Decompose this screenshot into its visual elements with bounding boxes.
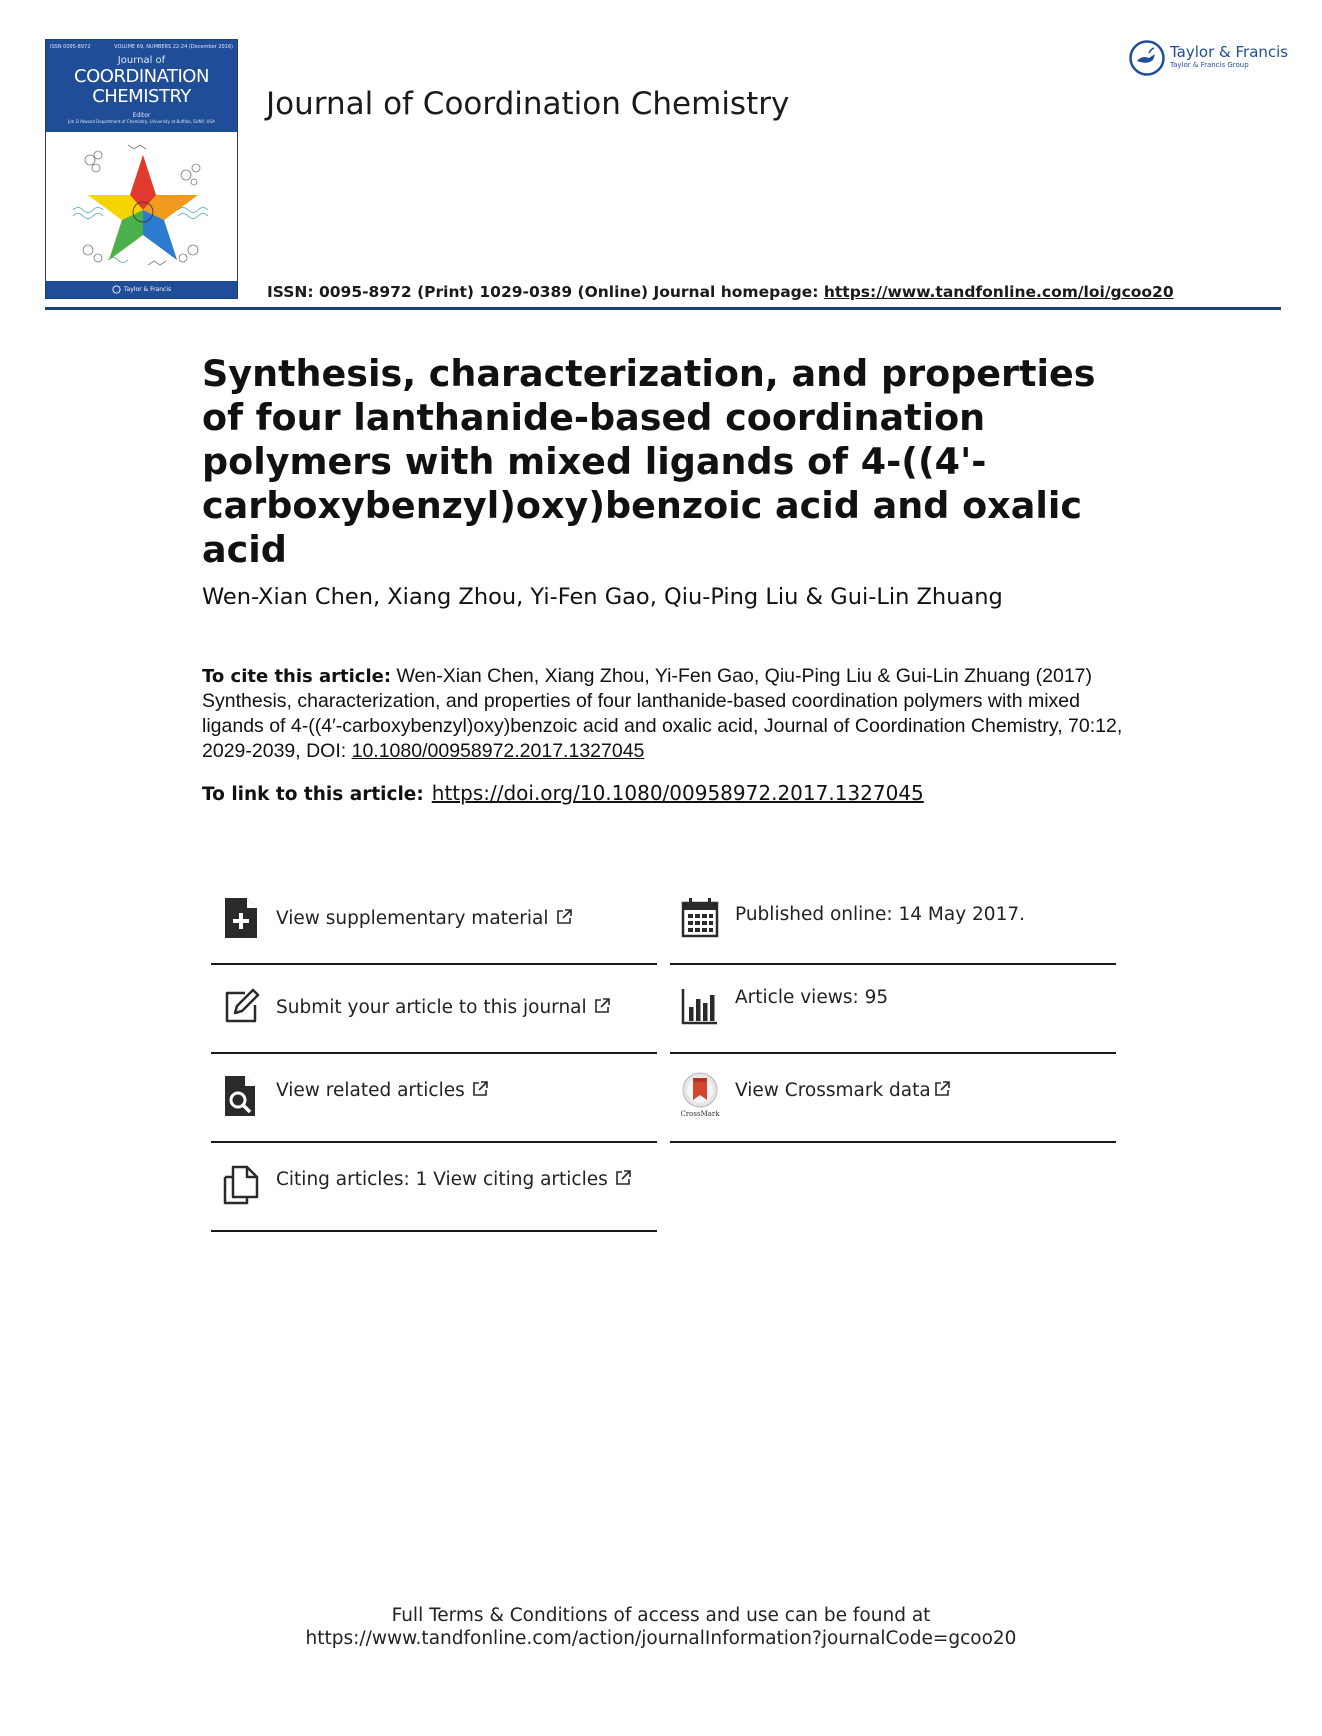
publisher-brand: Taylor & Francis xyxy=(1170,43,1289,61)
cell-divider xyxy=(670,1141,1116,1143)
submit-label: Submit your article to this journal xyxy=(276,997,587,1018)
taylor-francis-logo xyxy=(1128,39,1288,77)
journal-name: Journal of Coordination Chemistry xyxy=(266,86,790,122)
citing-link[interactable] xyxy=(276,1169,632,1190)
cover-publisher-bar xyxy=(46,281,237,298)
submit-cell[interactable] xyxy=(211,965,657,1054)
article-link-row xyxy=(202,781,924,805)
bar-chart-icon xyxy=(680,985,720,1029)
cover-title-line1: COORDINATION xyxy=(74,66,209,87)
publisher-group: Taylor & Francis Group xyxy=(1170,61,1249,69)
external-link-icon xyxy=(614,1169,632,1187)
footer-terms-url[interactable]: https://www.tandfonline.com/action/journalInformation?journalCode=gcoo20 xyxy=(305,1628,1017,1649)
external-link-icon xyxy=(555,908,573,926)
supplementary-link[interactable] xyxy=(276,908,573,929)
cover-journal-of: Journal of xyxy=(117,55,166,66)
supplementary-cell[interactable] xyxy=(211,876,657,965)
cite-label: To cite this article: xyxy=(202,666,392,687)
cover-title-line2: CHEMISTRY xyxy=(92,86,191,107)
footer-line1: Full Terms & Conditions of access and use can be found at xyxy=(391,1605,931,1626)
external-link-icon xyxy=(933,1080,951,1098)
submit-link[interactable] xyxy=(276,997,611,1018)
citing-label: Citing articles: 1 View citing articles xyxy=(276,1169,608,1190)
cite-text: Wen-Xian Chen, Xiang Zhou, Yi-Fen Gao, Qiu-Ping Liu & Gui-Lin Zhuang (2017) Synthesis, characterization, and properties of four lanthanide-based coordination polymers with mixed ligands of 4-((4′-carboxybenzyl)oxy)benzoic acid and oxalic acid, Journal of Coordination Chemistry, 70:12, 2029-2039, DOI: xyxy=(202,665,1123,762)
article-url-link[interactable]: https://doi.org/10.1080/00958972.2017.1327045 xyxy=(431,781,924,805)
issn-line xyxy=(267,283,1174,301)
calendar-icon xyxy=(680,896,720,940)
related-cell[interactable] xyxy=(211,1054,657,1143)
views-cell xyxy=(670,965,1116,1054)
cover-editor-name: Jim D Atwood Department of Chemistry, University at Buffalo, SUNY, USA xyxy=(68,119,215,124)
cover-topline xyxy=(50,44,233,51)
related-label: View related articles xyxy=(276,1080,465,1101)
external-link-icon xyxy=(471,1080,489,1098)
file-search-icon xyxy=(221,1074,261,1118)
footer-terms xyxy=(0,1604,1322,1650)
cell-divider xyxy=(211,1230,657,1232)
crossmark-label: View Crossmark data xyxy=(735,1080,931,1101)
journal-homepage-link[interactable]: https://www.tandfonline.com/loi/gcoo20 xyxy=(823,283,1174,301)
published-date: Published online: 14 May 2017. xyxy=(735,904,1026,925)
copy-documents-icon xyxy=(221,1163,261,1207)
cover-editor-label: Editor xyxy=(132,112,151,119)
crossmark-icon xyxy=(680,1072,720,1118)
published-cell xyxy=(670,876,1116,965)
link-label: To link to this article: xyxy=(202,784,424,805)
external-link-icon xyxy=(593,997,611,1015)
cover-volume: VOLUME 69, NUMBERS 22-24 (December 2016) xyxy=(114,44,233,50)
cover-issn: ISSN 0095-8972 xyxy=(50,44,91,50)
supplementary-label: View supplementary material xyxy=(276,908,549,929)
crossmark-cell[interactable] xyxy=(670,1054,1116,1143)
journal-cover xyxy=(45,39,238,299)
file-plus-icon xyxy=(221,896,261,940)
taylor-francis-lamp-icon xyxy=(1128,39,1166,77)
doi-link[interactable]: 10.1080/00958972.2017.1327045 xyxy=(351,740,645,762)
article-title: Synthesis, characterization, and properties of four lanthanide-based coordination polymers with mixed ligands of 4-((4'-carboxybenzyl)oxy)benzoic acid and oxalic acid xyxy=(202,352,1096,571)
cover-publisher: Taylor & Francis xyxy=(123,286,172,293)
header-rule xyxy=(45,307,1281,310)
article-authors: Wen-Xian Chen, Xiang Zhou, Yi-Fen Gao, Qiu-Ping Liu & Gui-Lin Zhuang xyxy=(202,584,1003,610)
crossmark-logo-text: CrossMark xyxy=(680,1110,720,1118)
article-views: Article views: 95 xyxy=(735,987,889,1008)
crossmark-link[interactable] xyxy=(735,1080,951,1101)
cover-publisher-icon xyxy=(112,285,121,294)
issn-text: ISSN: 0095-8972 (Print) 1029-0389 (Online) Journal homepage: xyxy=(267,283,824,301)
related-link[interactable] xyxy=(276,1080,489,1101)
cover-star-artwork xyxy=(68,140,218,275)
citing-cell[interactable] xyxy=(211,1143,657,1232)
edit-icon xyxy=(221,985,261,1029)
citation-block xyxy=(202,664,1127,764)
